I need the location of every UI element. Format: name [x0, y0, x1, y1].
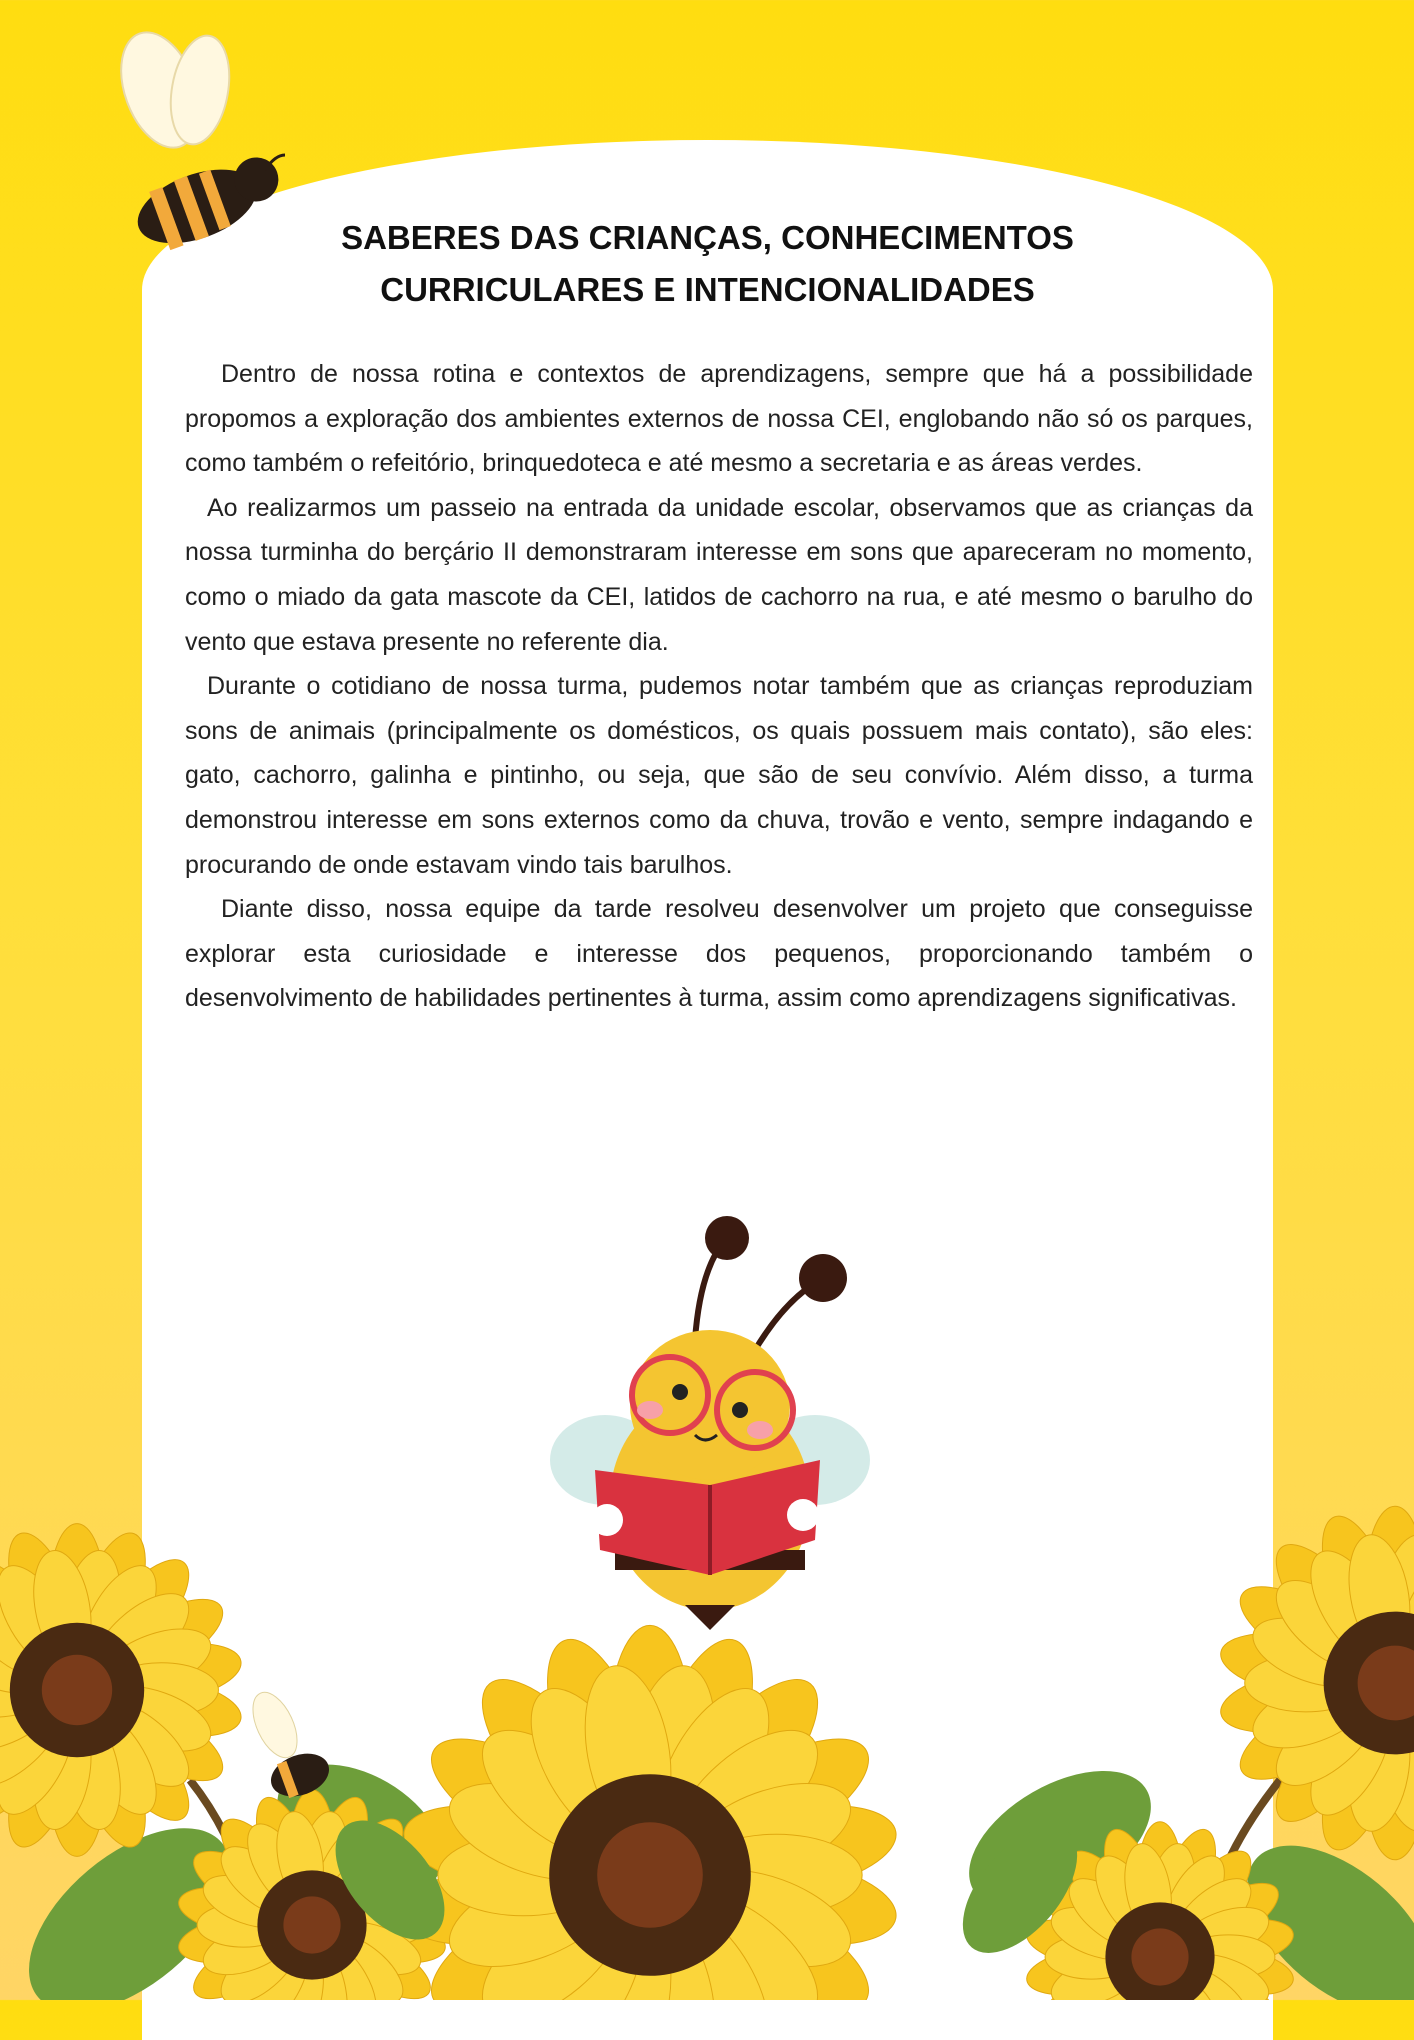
- title-line-2: CURRICULARES E INTENCIONALIDADES: [380, 271, 1035, 308]
- small-bee-wing: [244, 1686, 306, 1765]
- page-title: [142, 212, 1273, 316]
- paragraph: Dentro de nossa rotina e contextos de aprendizagens, sempre que há a possibilidade propomos a exploração dos ambientes externos de nossa CEI, englobando não só os parques, como também o refeitório, brinquedoteca e até mesmo a secretaria e as áreas verdes.: [185, 360, 1253, 478]
- paragraph: Diante disso, nossa equipe da tarde resolveu desenvolver um projeto que conseguisse explorar esta curiosidade e interesse dos pequenos, proporcionando também o desenvolvimento de habilidades pertinentes à turma, assim como aprendizagens significativas.: [185, 895, 1253, 1013]
- paragraph: Durante o cotidiano de nossa turma, pudemos notar também que as crianças reproduziam sons de animais (principalmente os domésticos, os quais possuem mais contato), são eles: gato, cachorro, galinha e pintinho, ou seja, que são de seu convívio. Além disso, a turma demonstrou interesse em sons externos como da chuva, trovão e vento, sempre indagando e procurando de onde estavam vindo tais barulhos.: [185, 672, 1253, 879]
- sunflower-center-inner: [1131, 1928, 1188, 1985]
- body-text: [185, 352, 1253, 1021]
- sunflower-center-inner: [283, 1896, 340, 1953]
- sunflower-center-inner: [42, 1655, 112, 1725]
- title-line-1: SABERES DAS CRIANÇAS, CONHECIMENTOS: [341, 219, 1074, 256]
- sunflower-border: [0, 1450, 1414, 2000]
- paragraph: Ao realizarmos um passeio na entrada da unidade escolar, observamos que as crianças da nossa turminha do berçário II demonstraram interesse em sons que apareceram no momento, como o miado da gata mascote da CEI, latidos de cachorro na rua, e até mesmo o barulho do vento que estava presente no referente dia.: [185, 493, 1253, 656]
- sunflower-center-inner: [597, 1822, 703, 1928]
